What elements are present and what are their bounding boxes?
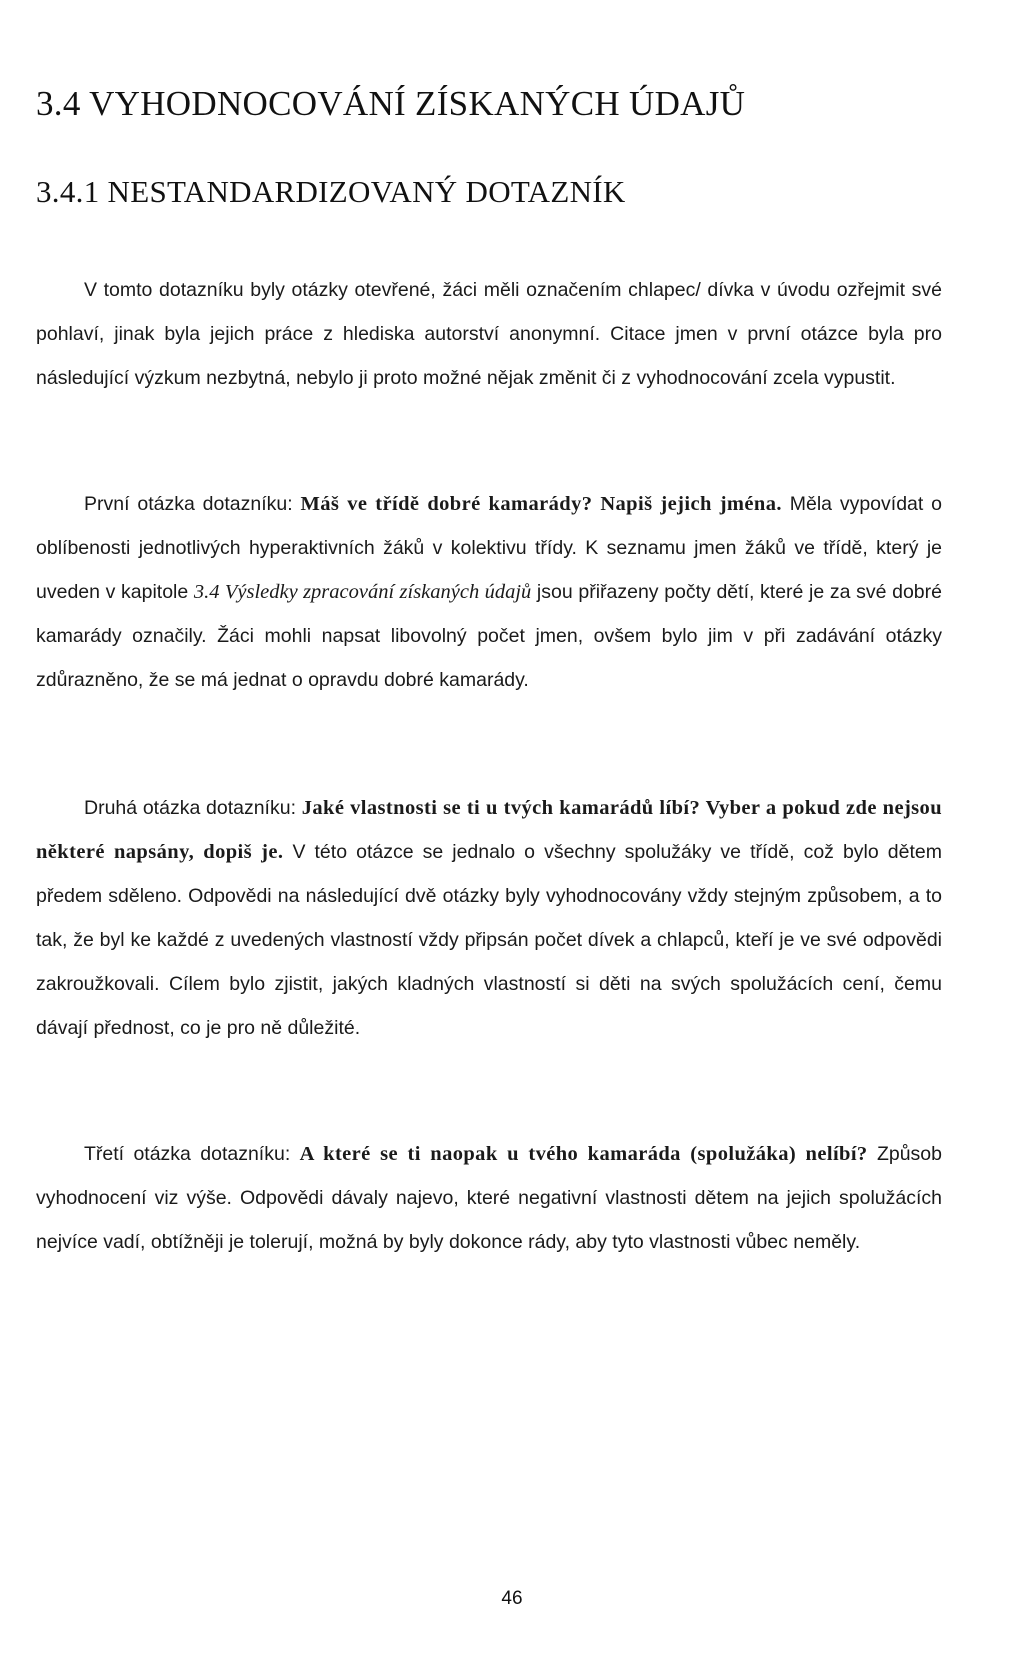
paragraph-intro-text: V tomto dotazníku byly otázky otevřené, žáci měli označením chlapec/ dívka v úvodu ozřejmit své pohlaví, jinak byla jejich práce z hlediska autorství anonymní. Citace jmen v první otázce byla pro následující výzkum nezbytná, nebylo ji proto možné nějak změnit či z vyhodnocování zcela vypustit.: [36, 279, 942, 389]
question-3-text: A které se ti naopak u tvého kamaráda (spolužáka) nelíbí?: [299, 1143, 868, 1165]
question-1-explanation: Měla vypovídat o oblíbenosti jednotlivých hyperaktivních žáků v kolektivu třídy. K seznamu jmen žáků ve třídě, který je uveden v kapitole: [36, 493, 942, 603]
question-1-explanation-continued: jsou přiřazeny počty dětí, které je za své dobré kamarády označily. Žáci mohli napsat libovolný počet jmen, ovšem bylo jim v při zadávání otázky zdůrazněno, že se má jednat o opravdu dobré kamarády.: [36, 581, 942, 691]
paragraph-question-1: [36, 482, 942, 702]
paragraph-question-2: [36, 786, 942, 1050]
question-2-intro: Druhá otázka dotazníku:: [84, 797, 302, 819]
question-2-explanation: V této otázce se jednalo o všechny spolužáky ve třídě, což bylo dětem předem sděleno. Odpovědi na následující dvě otázky byly vyhodnocovány vždy stejným způsobem, a to tak, že byl ke každé z uvedených vlastností vždy připsán počet dívek a chlapců, kteří je ve své odpovědi zakroužkovali. Cílem bylo zjistit, jakých kladných vlastností si děti na svých spolužácích cení, čemu dávají přednost, co je pro ně důležité.: [36, 841, 942, 1039]
section-title: 3.4 VYHODNOCOVÁNÍ ZÍSKANÝCH ÚDAJŮ: [36, 84, 746, 123]
question-2-text: Jaké vlastnosti se ti u tvých kamarádů líbí? Vyber a pokud zde nejsou některé napsány, dopiš je.: [36, 797, 943, 863]
question-1-intro: První otázka dotazníku:: [84, 493, 301, 515]
paragraph-intro: [36, 268, 942, 400]
chapter-reference: 3.4 Výsledky zpracování získaných údajů: [193, 581, 532, 603]
page-number: 46: [501, 1588, 523, 1609]
subsection-title: 3.4.1 NESTANDARDIZOVANÝ DOTAZNÍK: [36, 174, 626, 209]
question-3-explanation: Způsob vyhodnocení viz výše. Odpovědi dávaly najevo, které negativní vlastnosti dětem na jejich spolužácích nejvíce vadí, obtížněji je tolerují, možná by byly dokonce rády, aby tyto vlastnosti vůbec neměly.: [36, 1143, 942, 1253]
paragraph-question-3: [36, 1132, 942, 1264]
question-3-intro: Třetí otázka dotazníku:: [84, 1143, 300, 1165]
question-1-text: Máš ve třídě dobré kamarády? Napiš jejich jména.: [300, 493, 782, 515]
